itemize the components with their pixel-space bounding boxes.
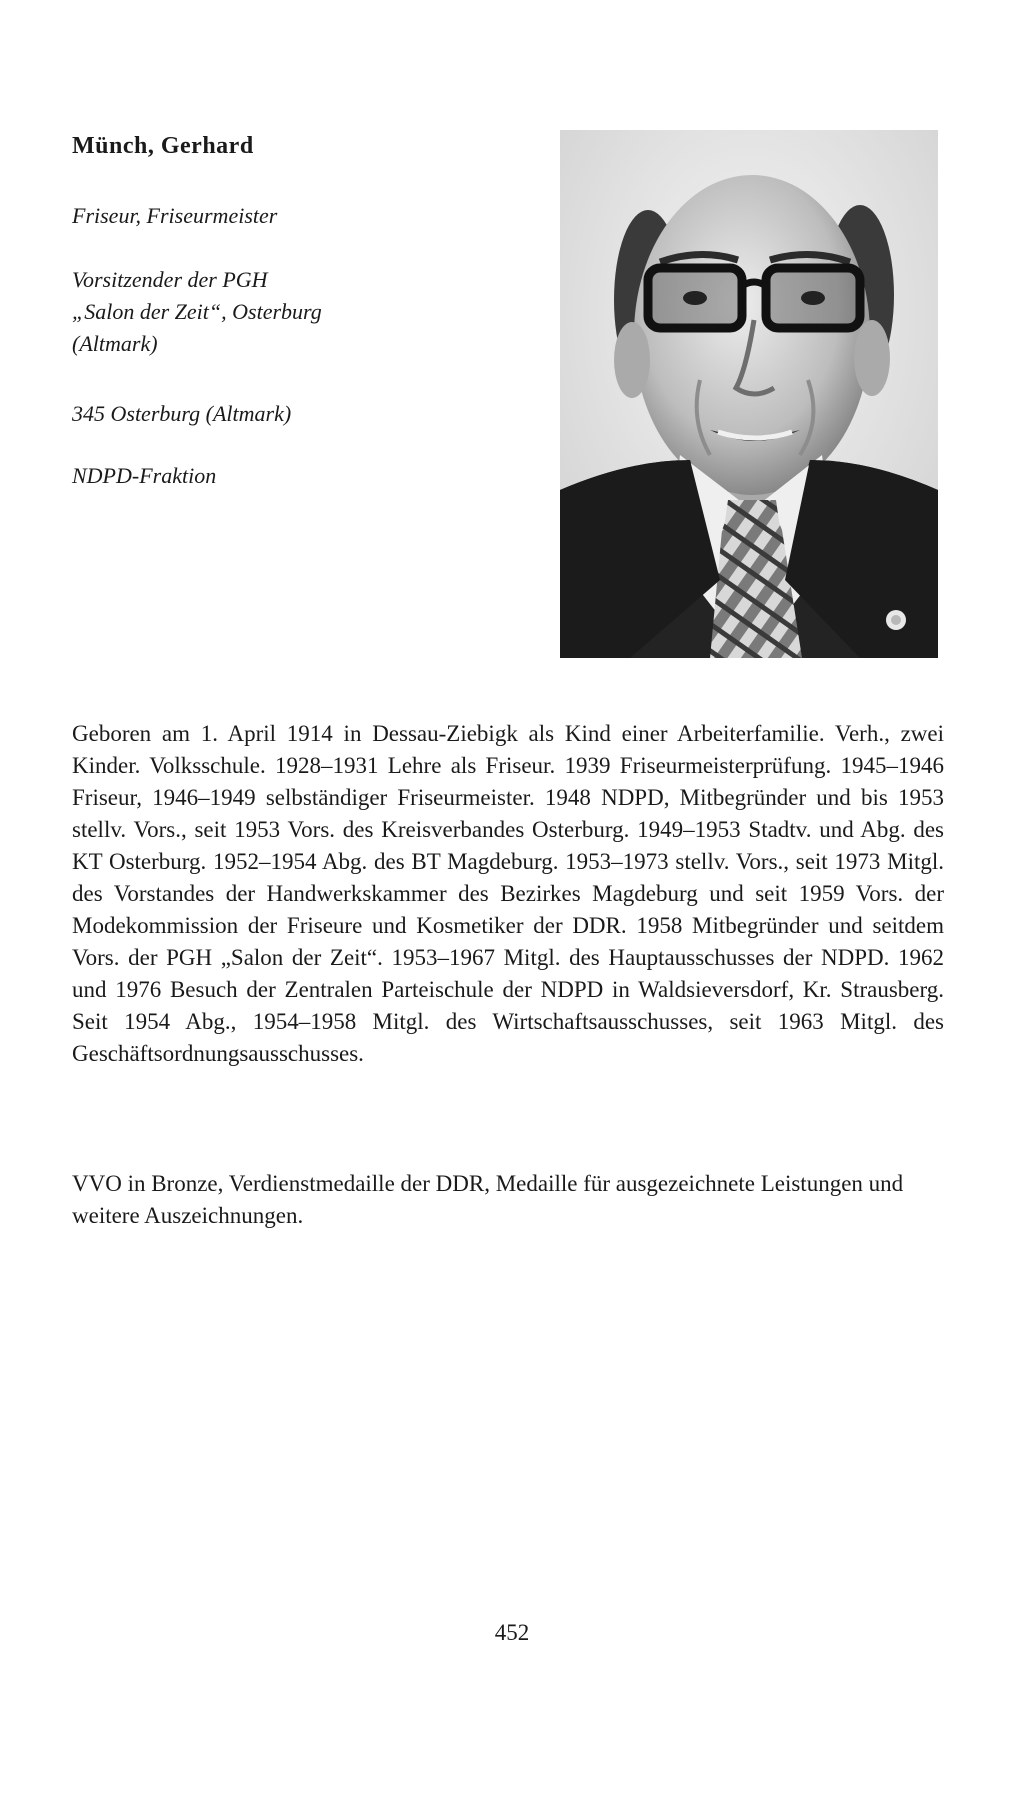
position [72,264,322,360]
faction: NDPD-Fraktion [72,463,217,488]
position-line: „Salon der Zeit“, Osterburg [72,299,322,324]
person-name: Münch, Gerhard [72,133,254,159]
portrait-photo [560,130,938,658]
biography-paragraph: Geboren am 1. April 1914 in Dessau-Ziebigk als Kind einer Arbeiterfamilie. Verh., zwei Kinder. Volksschule. 1928–1931 Lehre als Friseur. 1939 Friseurmeisterprüfung. 1945–1946 Friseur, 1946–1949 selbständiger Friseurmeister. 1948 NDPD, Mitbegründer und bis 1953 stellv. Vors., seit 1953 Vors. des Kreisverbandes Osterburg. 1949–1953 Stadtv. und Abg. des KT Osterburg. 1952–1954 Abg. des BT Magdeburg. 1953–1973 stellv. Vors., seit 1973 Mitgl. des Vorstandes der Handwerkskammer des Bezirkes Magdeburg und seit 1959 Vors. der Modekommission der Friseure und Kosmetiker der DDR. 1958 Mitbegründer und seitdem Vors. der PGH „Salon der Zeit“. 1953–1967 Mitgl. des Hauptausschusses der NDPD. 1962 und 1976 Besuch der Zentralen Parteischule der NDPD in Waldsieversdorf, Kr. Strausberg. Seit 1954 Abg., 1954–1958 Mitgl. des Wirtschaftsausschusses, seit 1963 Mitgl. des Geschäftsordnungsausschusses. [72,721,944,1066]
page-number: 452 [494,1620,530,1645]
address: 345 Osterburg (Altmark) [72,401,292,426]
portrait-illustration [560,130,938,658]
profession: Friseur, Friseurmeister [72,203,278,228]
awards-paragraph: VVO in Bronze, Verdienstmedaille der DDR, Medaille für ausgezeichnete Leistungen und weitere Auszeichnungen. [72,1171,904,1228]
position-line: Vorsitzender der PGH [72,267,268,292]
position-line: (Altmark) [72,331,158,356]
